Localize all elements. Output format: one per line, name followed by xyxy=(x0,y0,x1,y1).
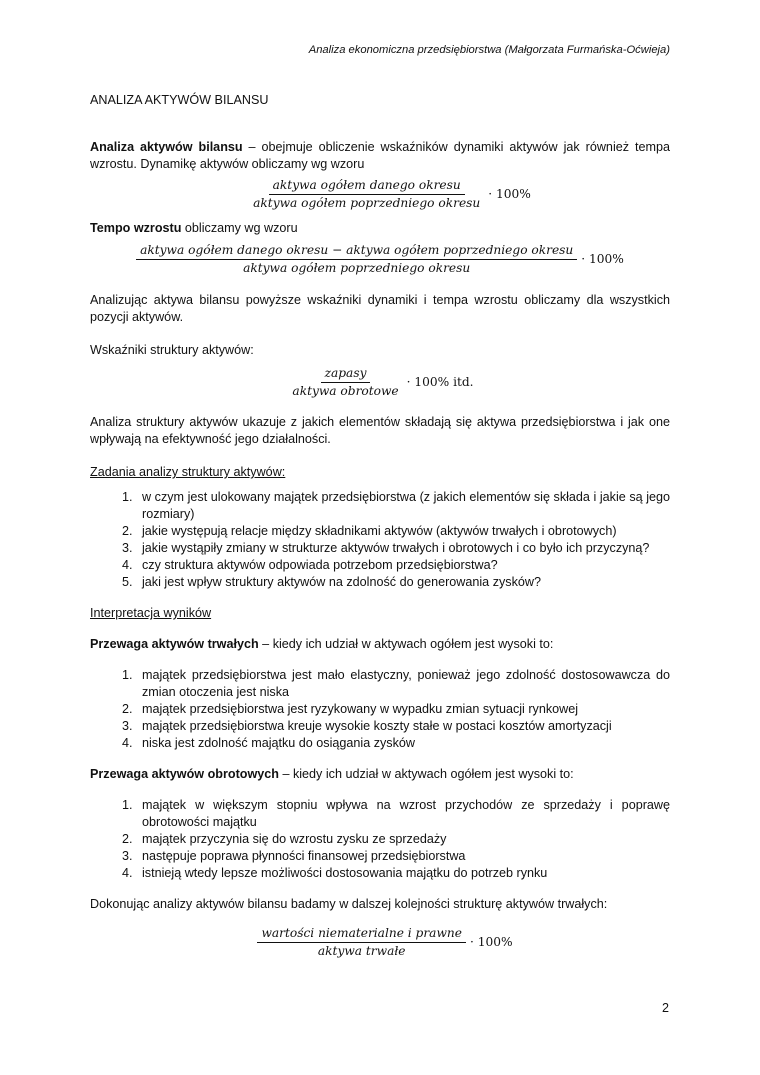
formula-wartosci xyxy=(90,925,670,960)
numerator: zapasy xyxy=(321,365,371,383)
trwale-paragraph xyxy=(90,636,670,653)
list-item: 1. w czym jest ulokowany majątek przedsiębiorstwa (z jakich elementów się składa i jakie są jego rozmiary) xyxy=(136,489,670,523)
denominator: aktywa obrotowe xyxy=(292,384,399,398)
tempo-paragraph xyxy=(90,220,670,237)
denominator: aktywa ogółem poprzedniego okresu xyxy=(253,196,481,210)
list-item: 2. majątek przyczynia się do wzrostu zysku ze sprzedaży xyxy=(136,831,670,848)
running-header: Analiza ekonomiczna przedsiębiorstwa (Małgorzata Furmańska-Oćwieja) xyxy=(308,44,670,56)
multiplier: · 100% xyxy=(488,187,531,201)
zadania-heading: Zadania analizy struktury aktywów: xyxy=(90,465,286,479)
fraction xyxy=(249,177,484,212)
formula-tempo xyxy=(90,242,670,277)
intro-paragraph xyxy=(90,139,670,173)
intro-bold-term: Analiza aktywów bilansu xyxy=(90,140,243,154)
page-number: 2 xyxy=(662,1001,670,1015)
obrotowe-paragraph xyxy=(90,766,670,783)
page-content xyxy=(90,92,670,960)
obrotowe-text: – kiedy ich udział w aktywach ogółem jest wysoki to: xyxy=(278,767,574,781)
multiplier: · 100% xyxy=(469,935,513,949)
zadania-list xyxy=(90,489,670,591)
list-item: 5. jaki jest wpływ struktury aktywów na zdolność do generowania zysków? xyxy=(136,574,670,591)
numerator: aktywa ogółem danego okresu − aktywa ogółem poprzedniego okresu xyxy=(136,242,577,260)
obrotowe-bold-term: Przewaga aktywów obrotowych xyxy=(90,767,279,781)
list-item: 2. jakie występują relacje między składnikami aktywów (aktywów trwałych i obrotowych) xyxy=(136,523,670,540)
trwale-bold-term: Przewaga aktywów trwałych xyxy=(90,637,259,651)
intro-text: – obejmuje obliczenie wskaźników dynamiki aktywów jak również tempa wzrostu. Dynamikę aktywów obliczamy wg wzoru xyxy=(90,140,670,171)
fraction xyxy=(136,242,577,277)
struktura-paragraph: Analiza struktury aktywów ukazuje z jakich elementów składają się aktywa przedsiębiorstwa i jak one wpływają na efektywność jego działalności. xyxy=(90,415,670,446)
multiplier: · 100% itd. xyxy=(406,375,474,389)
denominator: aktywa ogółem poprzedniego okresu xyxy=(243,261,471,275)
fraction xyxy=(288,365,402,400)
denominator: aktywa trwałe xyxy=(317,944,406,958)
interpretacja-heading: Interpretacja wyników xyxy=(90,606,212,620)
list-item: 3. następuje poprawa płynności finansowej przedsiębiorstwa xyxy=(136,848,670,865)
numerator: aktywa ogółem danego okresu xyxy=(269,177,465,195)
list-item: 4. czy struktura aktywów odpowiada potrzebom przedsiębiorstwa? xyxy=(136,557,670,574)
fraction xyxy=(257,925,466,960)
formula-zapasy xyxy=(90,365,670,400)
page-title: ANALIZA AKTYWÓW BILANSU xyxy=(90,93,269,107)
list-item: 4. niska jest zdolność majątku do osiągania zysków xyxy=(136,735,670,752)
formula-dynamika xyxy=(90,177,670,212)
tempo-bold-term: Tempo wzrostu xyxy=(90,221,182,235)
numerator: wartości niematerialne i prawne xyxy=(257,925,466,943)
dokonujac-paragraph: Dokonując analizy aktywów bilansu badamy w dalszej kolejności strukturę aktywów trwałych: xyxy=(90,897,608,911)
list-item: 3. jakie wystąpiły zmiany w strukturze aktywów trwałych i obrotowych i co było ich przyczyną? xyxy=(136,540,670,557)
list-item: 1. majątek przedsiębiorstwa jest mało elastyczny, ponieważ jego zdolność dostosowawcza do zmian otoczenia jest niska xyxy=(136,667,670,701)
obrotowe-list xyxy=(90,797,670,882)
list-item: 3. majątek przedsiębiorstwa kreuje wysokie koszty stałe w postaci kosztów amortyzacji xyxy=(136,718,670,735)
list-item: 1. majątek w większym stopniu wpływa na wzrost przychodów ze sprzedaży i poprawę obrotowości majątku xyxy=(136,797,670,831)
list-item: 2. majątek przedsiębiorstwa jest ryzykowany w wypadku zmian sytuacji rynkowej xyxy=(136,701,670,718)
analiza-paragraph: Analizując aktywa bilansu powyższe wskaźniki dynamiki i tempa wzrostu obliczamy dla wszystkich pozycji aktywów. xyxy=(90,293,670,324)
list-item: 4. istnieją wtedy lepsze możliwości dostosowania majątku do potrzeb rynku xyxy=(136,865,670,882)
trwale-text: – kiedy ich udział w aktywach ogółem jest wysoki to: xyxy=(258,637,554,651)
tempo-text: obliczamy wg wzoru xyxy=(181,221,298,235)
wskazniki-label: Wskaźniki struktury aktywów: xyxy=(90,343,254,357)
trwale-list xyxy=(90,667,670,752)
multiplier: · 100% xyxy=(581,252,624,266)
